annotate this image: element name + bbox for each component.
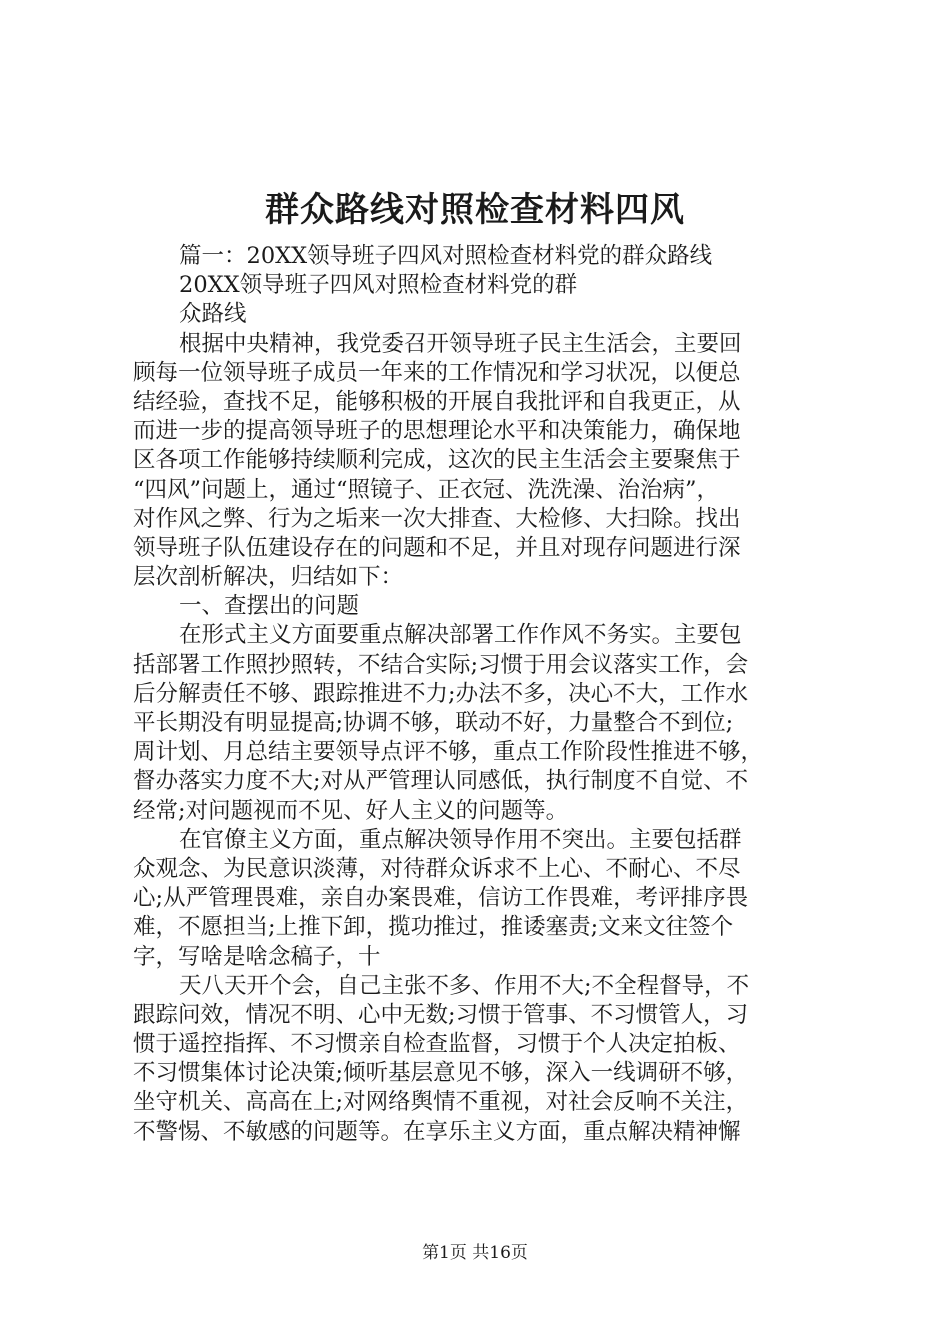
body-line: 经常;对问题视而不见、好人主义的问题等。 (133, 797, 569, 824)
body-line: 督办落实力度不大;对从严管理认同感低，执行制度不自觉、不 (133, 768, 749, 795)
document-body (133, 242, 833, 1147)
body-line: 结经验，查找不足，能够积极的开展自我批评和自我更正，从 (133, 388, 741, 415)
page-number: 第1页 共16页 (422, 1243, 528, 1263)
body-line: 根据中央精神，我党委召开领导班子民主生活会，主要回 (179, 330, 742, 357)
body-line: 而进一步的提高领导班子的思想理论水平和决策能力，确保地 (133, 418, 741, 445)
body-line: 一、查摆出的问题 (179, 593, 360, 620)
body-line: 20XX领导班子四风对照检查材料党的群 (179, 272, 578, 299)
body-line: 天八天开个会，自己主张不多、作用不大;不全程督导，不 (179, 972, 750, 999)
body-line: 周计划、月总结主要领导点评不够，重点工作阶段性推进不够， (133, 739, 764, 766)
body-line: 不习惯集体讨论决策;倾听基层意见不够，深入一线调研不够， (133, 1060, 749, 1087)
body-line: 区各项工作能够持续顺利完成，这次的民主生活会主要聚焦于 (133, 447, 741, 474)
body-line: 字，写啥是啥念稿子，十 (133, 943, 381, 970)
body-line: 顾每一位领导班子成员一年来的工作情况和学习状况，以便总 (133, 359, 741, 386)
body-line: 后分解责任不够、跟踪推进不力;办法不多，决心不大，工作水 (133, 680, 749, 707)
body-line: 坐守机关、高高在上;对网络舆情不重视，对社会反响不关注， (133, 1089, 749, 1116)
body-line: “四风”问题上，通过“照镜子、正衣冠、洗洗澡、治治病”， (133, 476, 720, 503)
body-line: 众路线 (179, 301, 247, 328)
body-line: 在官僚主义方面，重点解决领导作用不突出。主要包括群 (179, 826, 742, 853)
body-line: 括部署工作照抄照转，不结合实际;习惯于用会议落实工作，会 (133, 651, 749, 678)
body-line: 不警惕、不敏感的问题等。在享乐主义方面，重点解决精神懈 (133, 1118, 741, 1145)
body-line: 跟踪问效，情况不明、心中无数;习惯于管事、不习惯管人，习 (133, 1001, 749, 1028)
body-line: 心;从严管理畏难，亲自办案畏难，信访工作畏难，考评排序畏 (133, 885, 749, 912)
body-line: 众观念、为民意识淡薄，对待群众诉求不上心、不耐心、不尽 (133, 855, 741, 882)
body-line: 对作风之弊、行为之垢来一次大排查、大检修、大扫除。找出 (133, 505, 741, 532)
body-line: 层次剖析解决，归结如下： (133, 564, 404, 591)
body-line: 难，不愿担当;上推下卸，揽功推过，推诿塞责;文来文往签个 (133, 914, 734, 941)
document-title: 群众路线对照检查材料四风 (265, 190, 685, 230)
body-line: 篇一：20XX领导班子四风对照检查材料党的群众路线 (179, 243, 713, 269)
body-line: 领导班子队伍建设存在的问题和不足，并且对现存问题进行深 (133, 534, 741, 561)
body-line: 惯于遥控指挥、不习惯亲自检查监督，习惯于个人决定拍板、 (133, 1031, 741, 1058)
body-line: 平长期没有明显提高;协调不够，联动不好，力量整合不到位; (133, 710, 734, 736)
body-line: 在形式主义方面要重点解决部署工作作风不务实。主要包 (179, 622, 742, 649)
